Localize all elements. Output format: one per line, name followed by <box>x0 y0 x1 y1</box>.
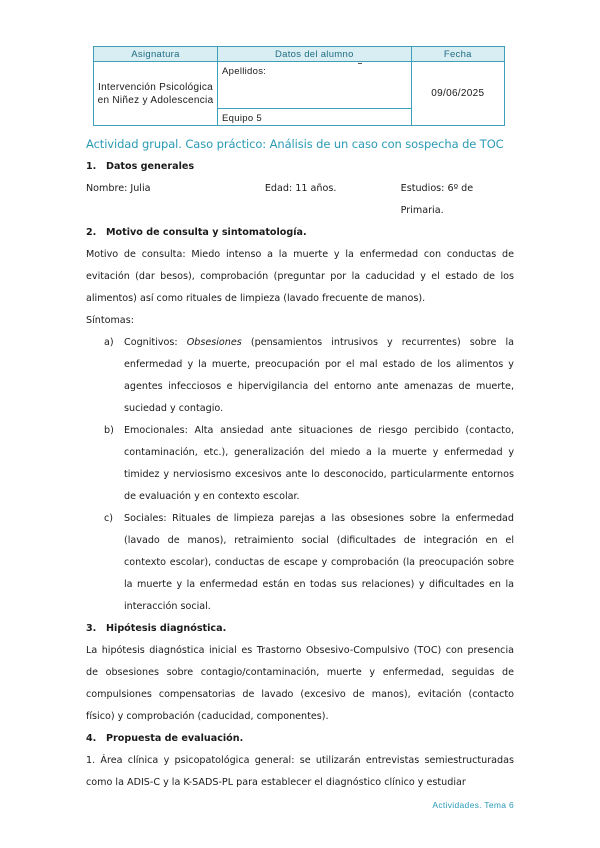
section-title: Datos generales <box>106 161 195 172</box>
patient-age: Edad: 11 años. <box>264 183 337 194</box>
diagnostic-hypothesis: La hipótesis diagnóstica inicial es Trastorno Obsesivo-Compulsivo (TOC) con presencia de obsesiones sobre contagio/contaminación, muerte y enfermedad, seguidas de compulsiones compensatorias de lavado (excesivo de manos), evitación (contacto físico) y comprobación (caducidad, componentes). <box>86 645 514 722</box>
surname-cell <box>218 62 412 109</box>
symptom-list <box>86 332 514 618</box>
section-heading <box>86 728 514 750</box>
date-value: 09/06/2025 <box>411 62 504 126</box>
header-col-subject: Asignatura <box>94 47 218 62</box>
general-data-row <box>86 178 514 222</box>
list-item <box>86 420 514 508</box>
subject-value: Intervención Psicológica en Niñez y Adolescencia <box>94 62 218 126</box>
tick-mark <box>358 63 362 64</box>
symptoms-label: Síntomas: <box>86 315 134 326</box>
list-item <box>86 332 514 420</box>
consultation-reason: Motivo de consulta: Miedo intenso a la muerte y la enfermedad con conductas de evitación (dar besos), comprobación (preguntar por la caducidad y el estado de los alimentos) así como rituales de limpieza (lavado frecuente de manos). <box>86 249 514 304</box>
section-number: 3. <box>86 623 97 634</box>
section-heading <box>86 618 514 640</box>
evaluation-proposal: 1. Área clínica y psicopatológica general: se utilizarán entrevistas semiestructuradas como la ADIS-C y la K-SADS-PL para establecer el diagnóstico clínico y estudiar <box>86 755 514 788</box>
section-heading <box>86 222 514 244</box>
list-lead: Cognitivos: <box>124 337 187 348</box>
patient-name: Nombre: Julia <box>86 183 151 194</box>
list-marker: a) <box>104 337 114 348</box>
section-number: 4. <box>86 733 97 744</box>
list-text: Sociales: Rituales de limpieza parejas a las obsesiones sobre la enfermedad (lavado de manos), retraimiento social (dificultades de integración en el contexto escolar), conductas de escape y comprobación (la preocupación sobre la muerte y la enfermedad están en todas sus relaciones) y dificultades en la interacción social. <box>124 513 514 612</box>
section-title: Motivo de consulta y sintomatología. <box>106 227 307 238</box>
list-text: Emocionales: Alta ansiedad ante situaciones de riesgo percibido (contacto, contaminación, etc.), generalización del miedo a la muerte y enfermedad y timidez y nerviosismo excesivos ante lo desconocido, particularmente entornos de evaluación y en contexto escolar. <box>124 425 514 502</box>
page-footer: Actividades. Tema 6 <box>432 800 514 810</box>
surname-label: Apellidos: <box>222 66 267 77</box>
list-text <box>124 332 514 420</box>
list-emphasis: Obsesiones <box>186 337 242 348</box>
header-col-student: Datos del alumno <box>218 47 412 62</box>
list-body: (pensamientos intrusivos y recurrentes) sobre la enfermedad y la muerte, preocupación por el mal estado de los alimentos y agentes infecciosos e hipervigilancia del entorno ante amenazas de muerte, suciedad y contagio. <box>124 337 514 414</box>
team-label: Equipo 5 <box>218 109 412 126</box>
section-title: Hipótesis diagnóstica. <box>106 623 227 634</box>
list-marker: c) <box>104 513 114 524</box>
section-title: Propuesta de evaluación. <box>106 733 244 744</box>
document-body <box>86 132 514 794</box>
section-number: 2. <box>86 227 97 238</box>
document-title: Actividad grupal. Caso práctico: Análisis de un caso con sospecha de TOC <box>86 137 504 151</box>
list-item <box>86 508 514 618</box>
header-table <box>93 46 505 126</box>
header-col-date: Fecha <box>411 47 504 62</box>
section-number: 1. <box>86 161 97 172</box>
patient-studies: Estudios: 6º de Primaria. <box>400 183 474 216</box>
list-marker: b) <box>104 425 114 436</box>
section-heading <box>86 156 514 178</box>
